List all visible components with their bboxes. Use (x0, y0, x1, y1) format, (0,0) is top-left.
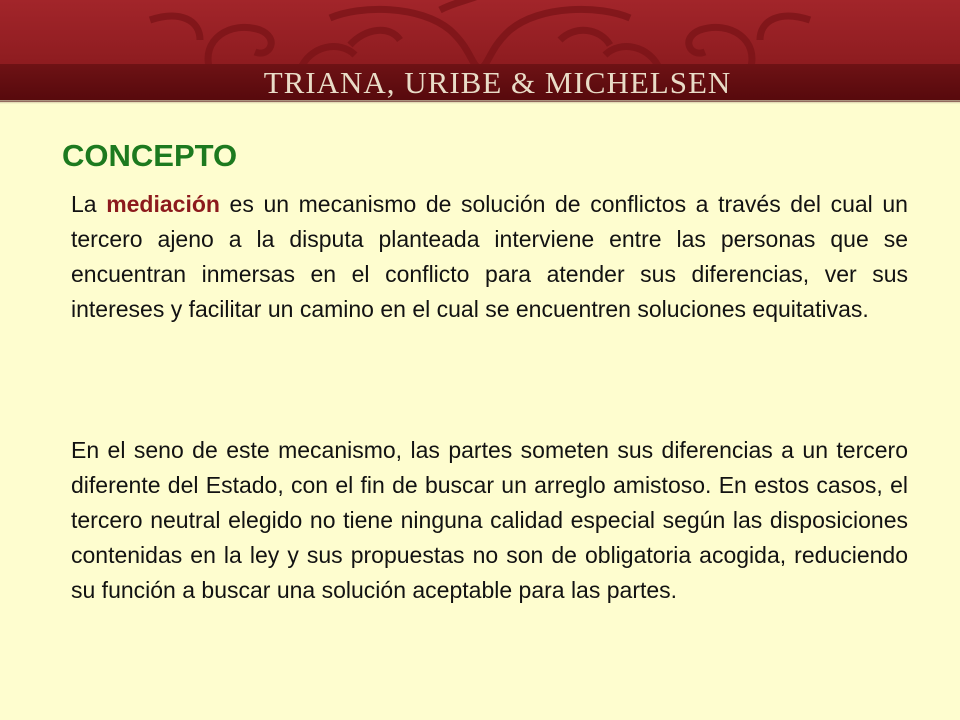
paragraph-lead: La (71, 191, 107, 217)
banner-shadow (0, 100, 960, 104)
page-heading: CONCEPTO (62, 138, 238, 173)
header-banner (0, 0, 960, 102)
emphasis-term: mediación (106, 191, 220, 217)
paragraph-definition (71, 187, 908, 327)
paragraph-explanation: En el seno de este mecanismo, las partes someten sus diferencias a un tercero diferente del Estado, con el fin de buscar un arreglo amistoso. En estos casos, el tercero neutral elegido no tiene ninguna calidad especial según las disposiciones contenidas en la ley y sus propuestas no son de obligatoria acogida, reduciendo su función a buscar una solución aceptable para las partes. (71, 437, 908, 603)
paragraph-rest: es un mecanismo de solución de conflictos a través del cual un tercero ajeno a la disputa planteada interviene entre las personas que se encuentran inmersas en el conflicto para atender sus diferencias, ver sus intereses y facilitar un camino en el cual se encuentren soluciones equitativas. (71, 191, 908, 322)
decorative-ornament-icon (0, 0, 960, 70)
firm-name: TRIANA, URIBE & MICHELSEN (263, 65, 732, 100)
